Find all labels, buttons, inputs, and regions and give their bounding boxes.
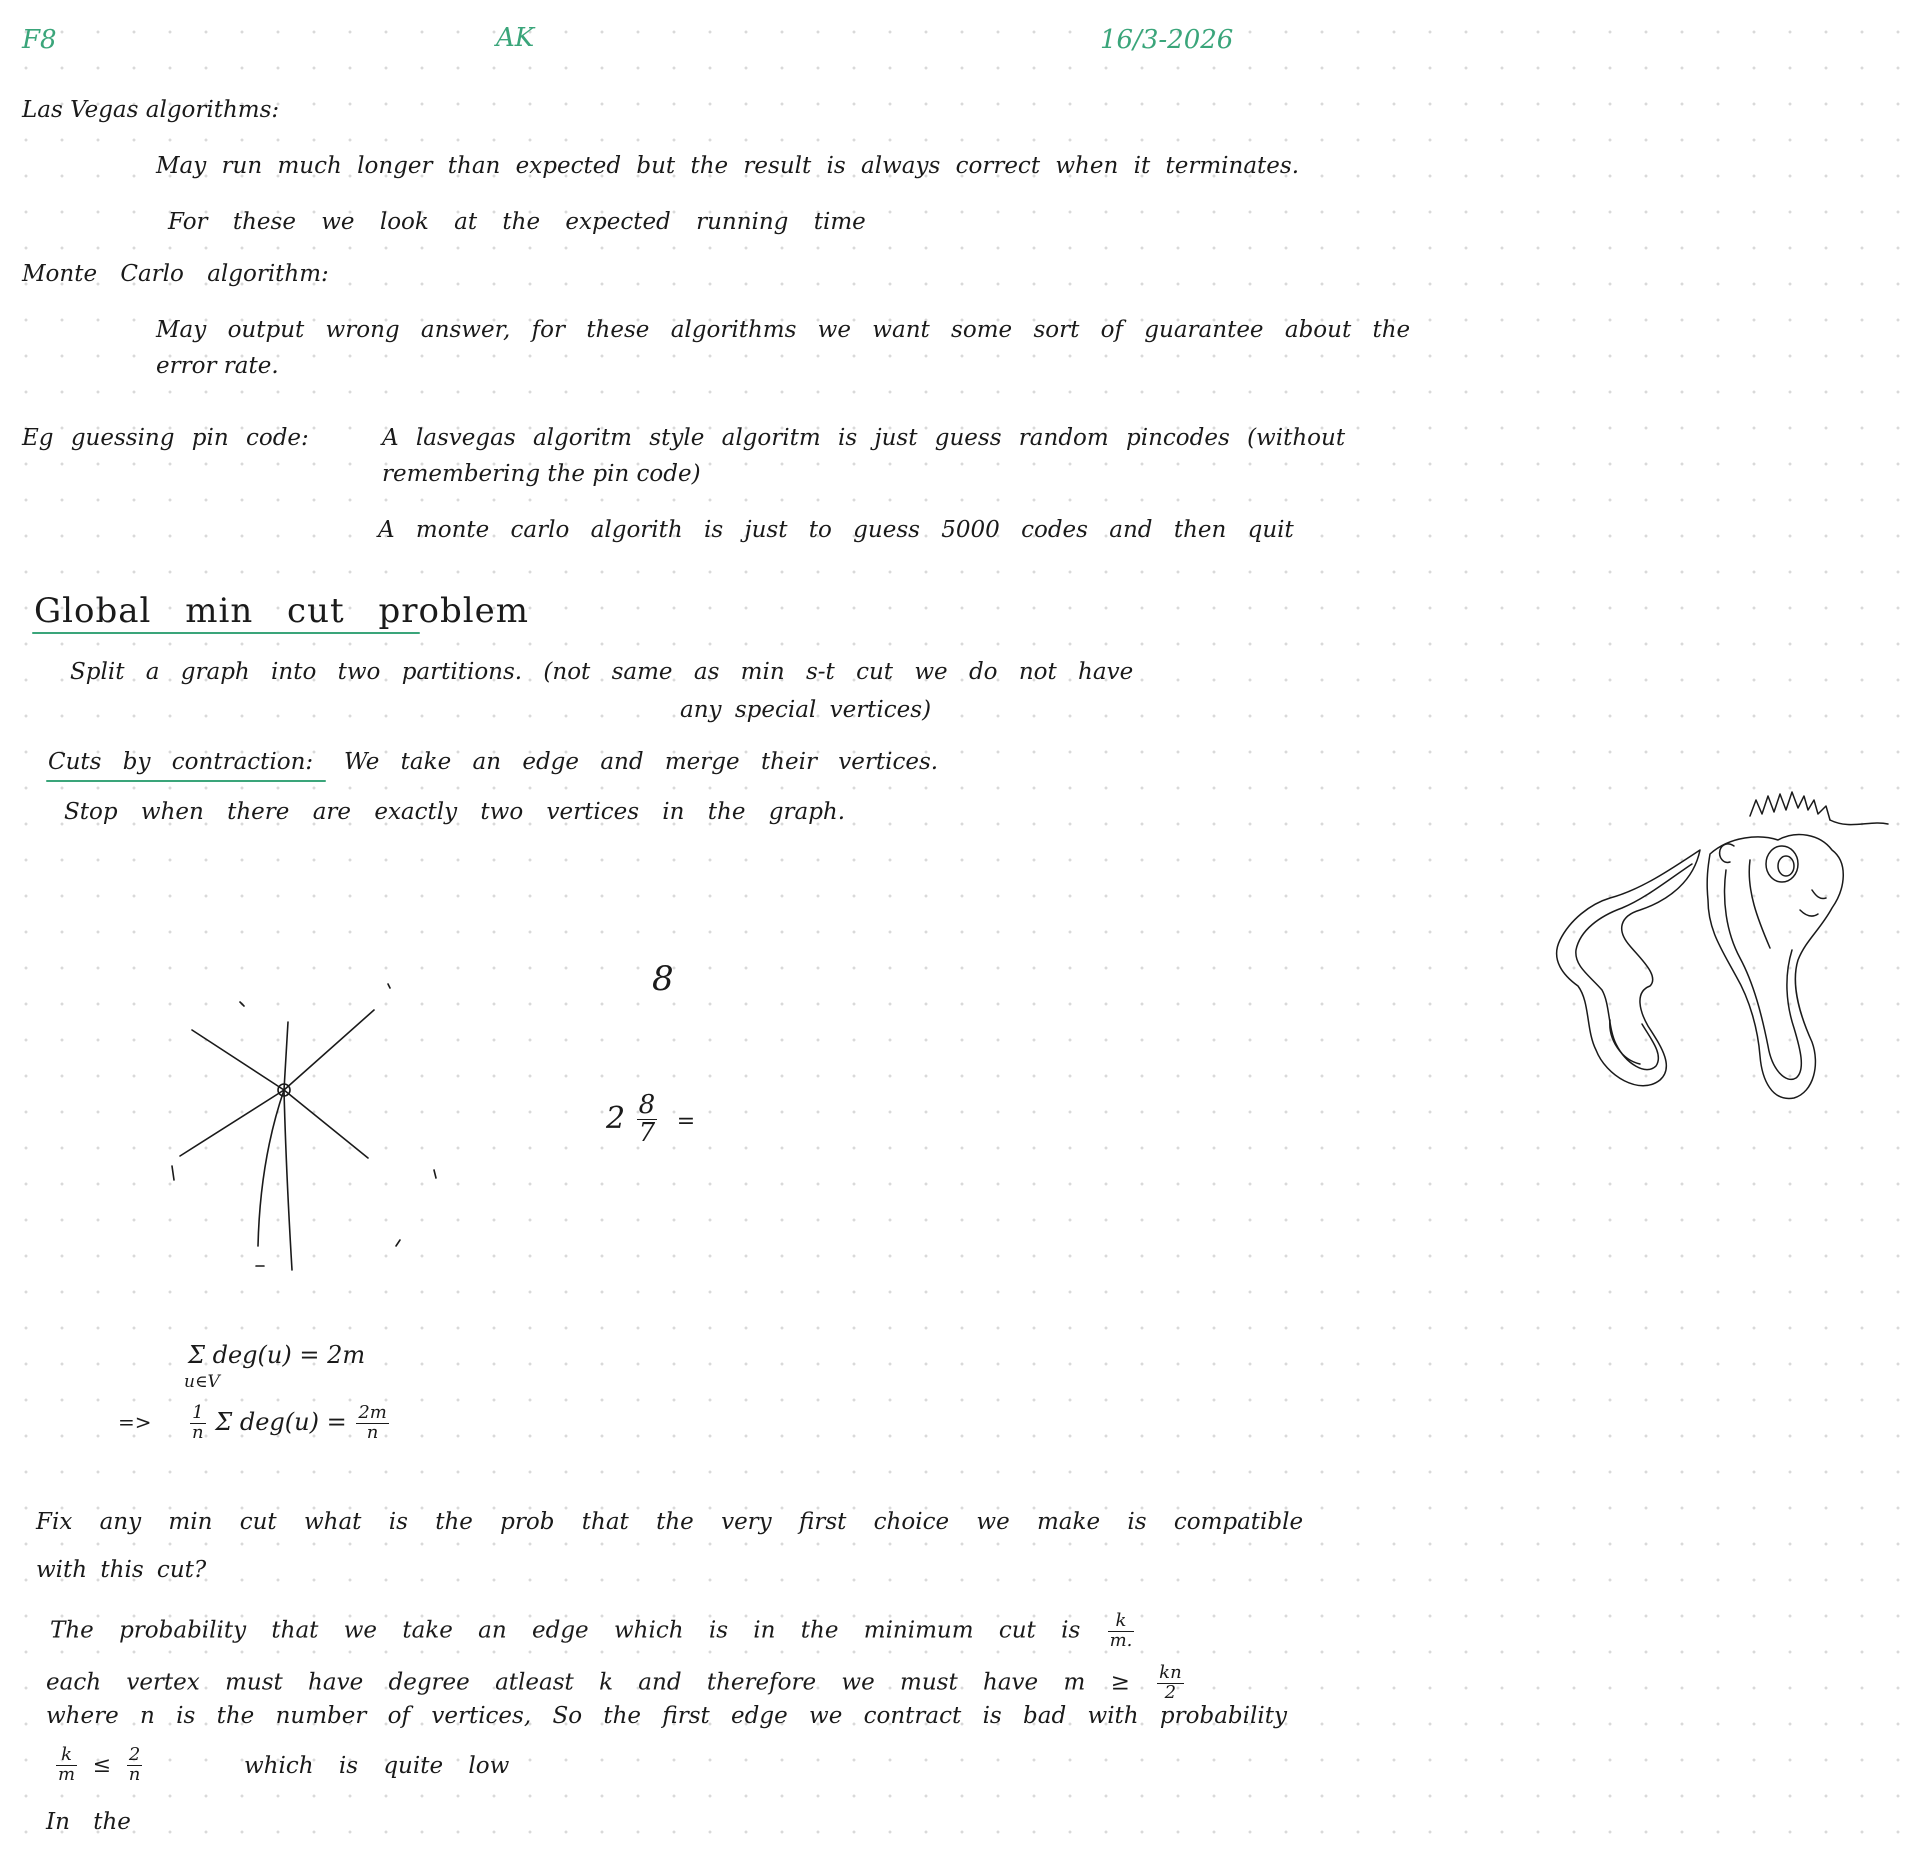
example-line-2: remembering the pin code) <box>382 461 701 487</box>
k-over-m: $\frac{k}{m.}$ <box>1109 1610 1133 1651</box>
split-line-2: any special vertices) <box>680 697 932 723</box>
example-line-1: A lasvegas algoritm style algoritm is just guess random pincodes (without <box>382 425 1346 451</box>
example-line-3: A monte carlo algorith is just to guess 5000 codes and then quit <box>378 517 1294 543</box>
which-line: which is quite low <box>244 1753 510 1779</box>
degree-sum: Σ deg(u) = 2m <box>188 1341 366 1369</box>
fraction-expression <box>606 1092 695 1148</box>
fraction-numerator: 8 <box>638 1090 656 1120</box>
las-vegas-heading: Las Vegas algorithms: <box>22 97 280 123</box>
las-vegas-line-2: For these we look at the expected running time <box>168 209 866 235</box>
fix-line-1: Fix any min cut what is the prob that the very first choice we make is compatible <box>36 1509 1304 1535</box>
where-line: where n is the number of vertices, So the first edge we contract is bad with probability <box>46 1703 1287 1729</box>
header-page-number: F8 <box>22 25 57 55</box>
contraction-label: Cuts by contraction: <box>48 749 314 775</box>
degree-line: each vertex must have degree atleast k and therefore we must have m ≥ $\frac{kn}{2}$ <box>46 1662 1182 1703</box>
doodle-sketch <box>1550 780 1910 1110</box>
probability-line: The probability that we take an edge which is in the minimum cut is $\frac{k}{m.}$ <box>50 1610 1133 1651</box>
header-initials: AK <box>496 23 535 53</box>
eight-value: 8 <box>652 959 674 999</box>
in-the-line: In the <box>46 1809 131 1835</box>
split-line-1: Split a graph into two partitions. (not same as min s-t cut we do not have <box>70 659 1134 685</box>
monte-carlo-heading: Monte Carlo algorithm: <box>22 261 329 287</box>
bound-expression: $\frac{k}{m}$ ≤ $\frac{2}{n}$ <box>58 1744 141 1785</box>
fraction-denominator: 7 <box>638 1118 656 1149</box>
contraction-line-1: We take an edge and merge their vertices. <box>344 749 939 775</box>
contraction-line-2: Stop when there are exactly two vertices in the graph. <box>64 799 846 825</box>
kn-over-2: $\frac{kn}{2}$ <box>1159 1662 1182 1703</box>
implies-symbol: => <box>118 1410 152 1434</box>
star-graph-sketch <box>160 970 460 1270</box>
degree-sum-subscript: u∈V <box>184 1372 220 1392</box>
contraction-underline <box>46 780 326 782</box>
example-label: Eg guessing pin code: <box>22 425 309 451</box>
monte-carlo-line-1: May output wrong answer, for these algorithms we want some sort of guarantee about the <box>156 317 1411 343</box>
las-vegas-line-1: May run much longer than expected but the result is always correct when it terminates. <box>156 153 1300 179</box>
average-degree: $\frac{1}{n}$ Σ deg(u) = $\frac{2m}{n}$ <box>192 1402 387 1443</box>
equals-sign: = <box>676 1108 696 1134</box>
fix-line-2: with this cut? <box>36 1557 207 1583</box>
whole-number: 2 <box>606 1100 626 1136</box>
monte-carlo-line-2: error rate. <box>156 353 279 379</box>
global-min-cut-heading: Global min cut problem <box>34 591 529 631</box>
heading-underline <box>32 632 420 634</box>
header-date: 16/3-2026 <box>1100 25 1234 55</box>
